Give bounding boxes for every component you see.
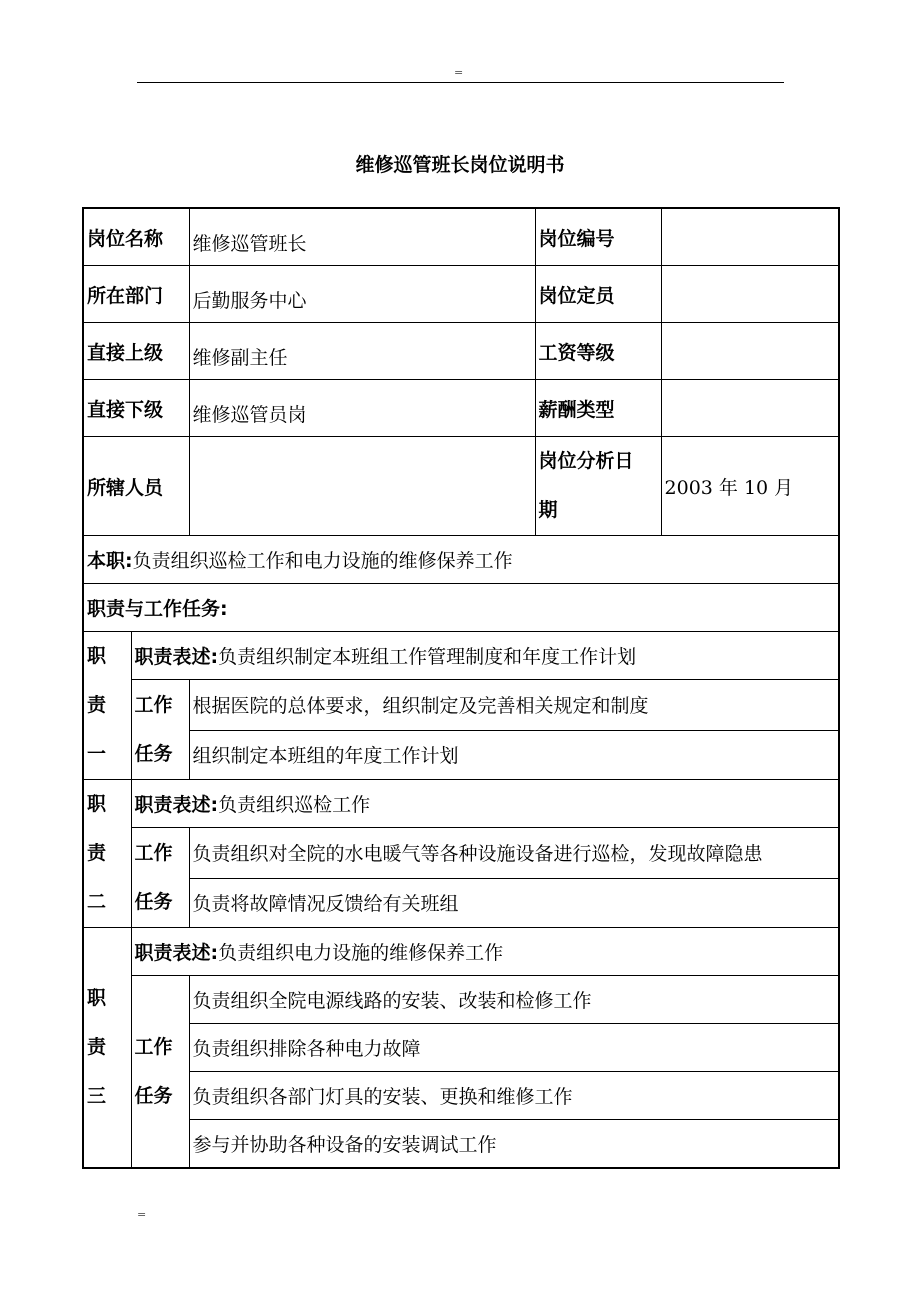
duty-2-desc-text: 负责组织巡检工作 [218,794,371,816]
duty-3-desc [131,928,839,976]
superior-label: 直接上级 [83,323,189,380]
staffing-label: 岗位定员 [535,266,661,323]
task-label-line1: 工作 [134,1035,173,1058]
duty-1-label-char: 一 [87,743,107,765]
subordinate-label: 直接下级 [83,380,189,437]
subordinate-value: 维修巡管员岗 [189,380,535,437]
duty-desc-label: 职责表述: [134,646,219,668]
duty-desc-label: 职责表述: [134,942,219,964]
duty-2-desc [131,780,839,828]
task-label-line2: 任务 [134,890,173,913]
duty-3-desc-text: 负责组织电力设施的维修保养工作 [218,942,504,964]
task-label-line1: 工作 [134,841,173,864]
pay-type-label: 薪酬类型 [535,380,661,437]
staff-label: 所辖人员 [83,437,189,536]
staff-value [189,437,535,536]
duty-3-label-char: 职 [87,987,107,1009]
post-name-label: 岗位名称 [83,208,189,266]
staffing-value [661,266,839,323]
duty-1-desc-text: 负责组织制定本班组工作管理制度和年度工作计划 [218,646,637,668]
main-duty-text: 负责组织巡检工作和电力设施的维修保养工作 [132,550,513,572]
duty-1-label-char: 职 [87,645,107,667]
duty-1-task-1: 根据医院的总体要求，组织制定及完善相关规定和制度 [189,680,839,731]
analysis-date-label-line2: 期 [538,499,558,521]
main-duty-label: 本职: [87,550,133,572]
salary-grade-label: 工资等级 [535,323,661,380]
main-duty-row [83,536,839,584]
duty-1-task-label [131,680,189,780]
analysis-date-label [535,437,661,536]
salary-grade-value [661,323,839,380]
analysis-date-label-line1: 岗位分析日 [538,450,634,472]
duty-3-label [83,928,131,1169]
job-description-table [82,207,840,1169]
superior-value: 维修副主任 [189,323,535,380]
duty-3-task-label [131,976,189,1169]
dept-label: 所在部门 [83,266,189,323]
dept-value: 后勤服务中心 [189,266,535,323]
footer-mark: = [137,1208,147,1221]
analysis-date-value: 2003 年 10 月 [661,437,839,536]
duty-3-task-3: 负责组织各部门灯具的安装、更换和维修工作 [189,1072,839,1120]
header-mark: = [454,66,464,79]
duty-2-task-label [131,828,189,928]
task-label-line2: 任务 [134,742,173,765]
duty-2-label-char: 责 [87,842,107,864]
duty-3-label-char: 责 [87,1036,107,1058]
duty-3-task-2: 负责组织排除各种电力故障 [189,1024,839,1072]
duty-desc-label: 职责表述: [134,794,219,816]
duty-2-label [83,780,131,928]
duty-3-task-1: 负责组织全院电源线路的安装、改装和检修工作 [189,976,839,1024]
pay-type-value [661,380,839,437]
duty-3-label-char: 三 [87,1085,107,1107]
task-label-line2: 任务 [134,1084,173,1107]
post-no-label: 岗位编号 [535,208,661,266]
duties-heading: 职责与工作任务: [83,584,839,632]
duty-3-task-4: 参与并协助各种设备的安装调试工作 [189,1120,839,1169]
duty-2-label-char: 二 [87,891,107,913]
post-name-value: 维修巡管班长 [189,208,535,266]
duty-1-label [83,632,131,780]
post-no-value [661,208,839,266]
task-label-line1: 工作 [134,693,173,716]
duty-2-task-2: 负责将故障情况反馈给有关班组 [189,878,839,928]
document-title: 维修巡管班长岗位说明书 [355,154,565,176]
duty-1-task-2: 组织制定本班组的年度工作计划 [189,730,839,780]
duty-1-label-char: 责 [87,694,107,716]
header-rule [137,82,784,83]
duty-2-label-char: 职 [87,793,107,815]
duty-1-desc [131,632,839,680]
duty-2-task-1: 负责组织对全院的水电暖气等各种设施设备进行巡检，发现故障隐患 [189,828,839,879]
